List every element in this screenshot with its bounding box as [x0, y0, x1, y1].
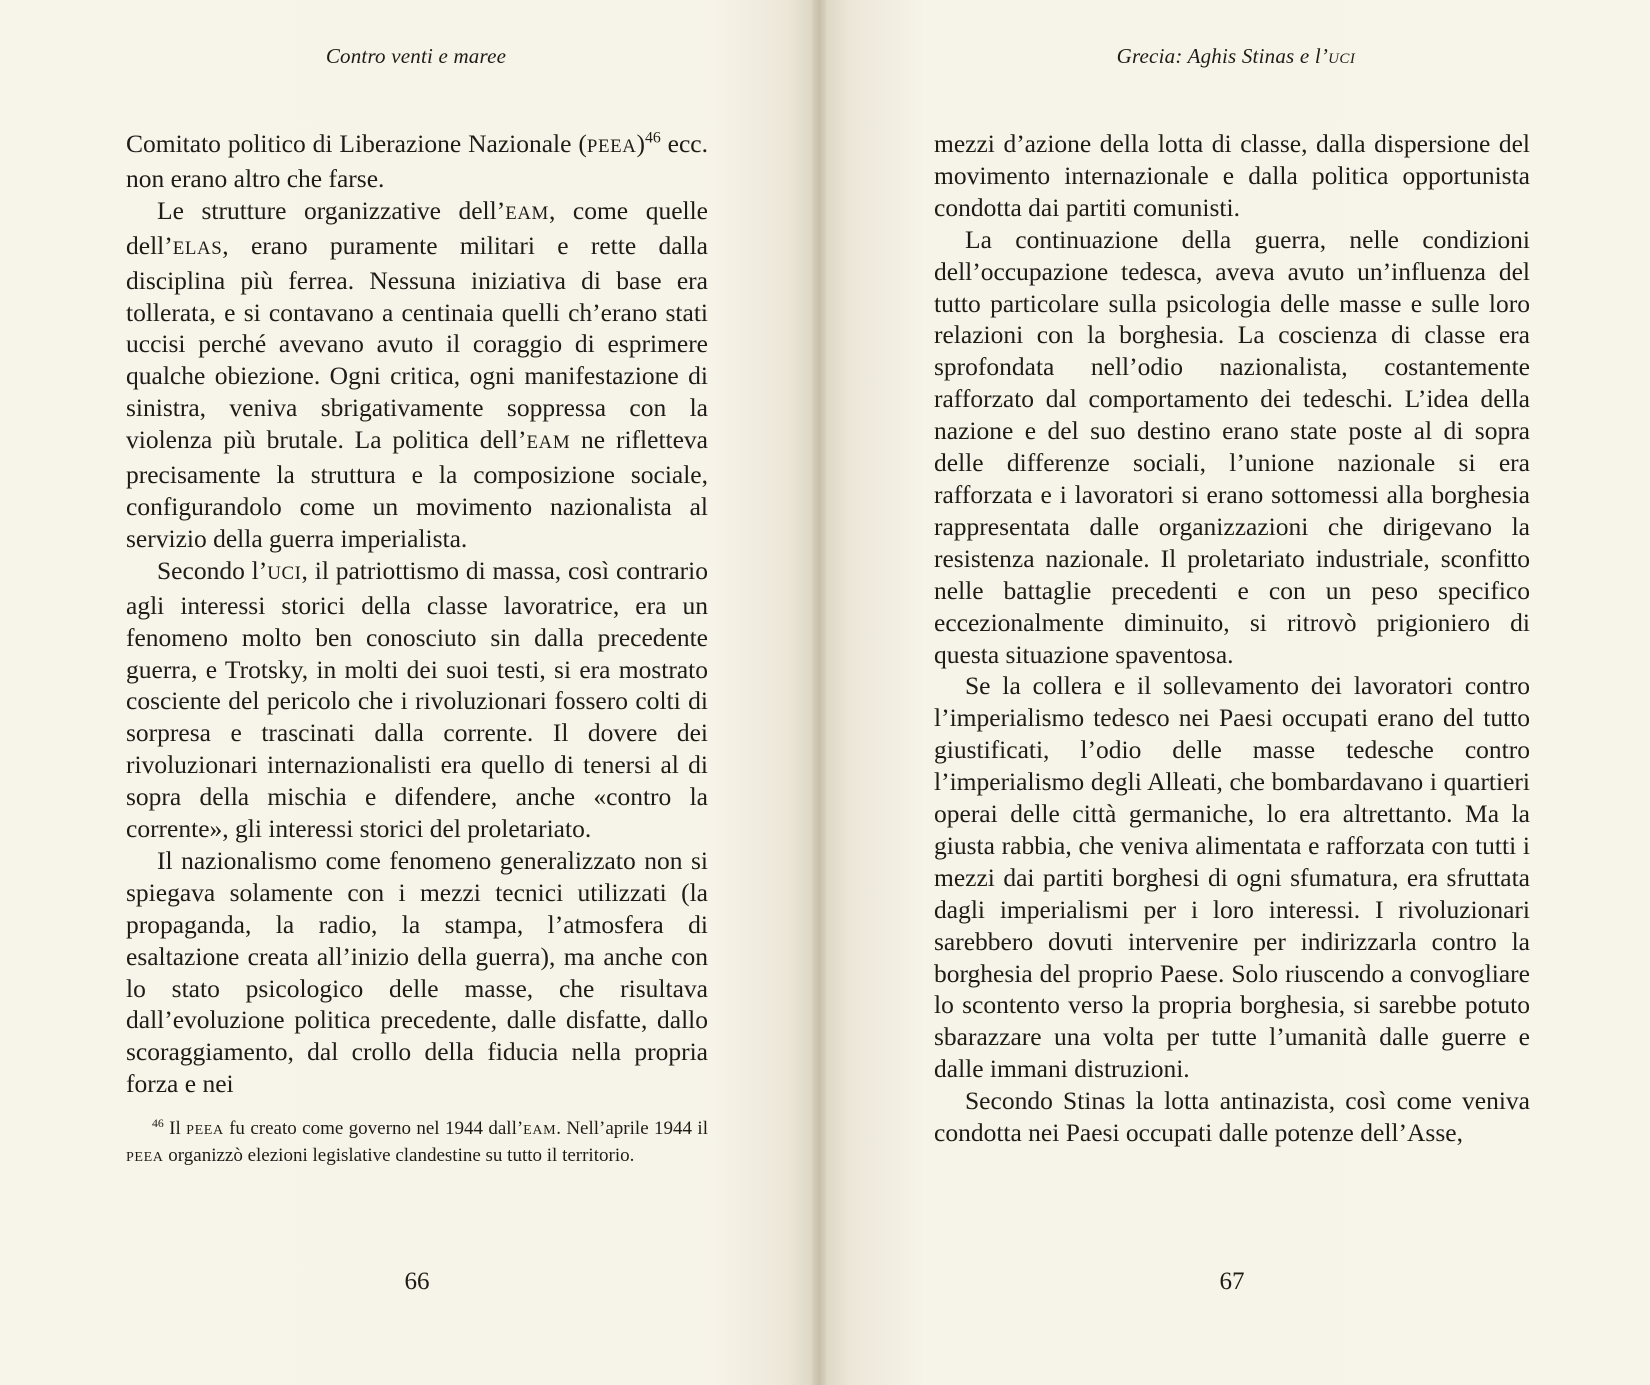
right-running-head: Grecia: Aghis Stinas e l’UCI	[1116, 44, 1356, 68]
left-body-text	[126, 128, 708, 1100]
small-caps: PEEA	[186, 1122, 224, 1138]
small-caps: EAM	[505, 202, 549, 224]
small-caps: ELAS	[172, 237, 223, 259]
left-running-head: Contro venti e maree	[325, 44, 507, 68]
left-page	[0, 0, 812, 1385]
book-gutter	[812, 0, 826, 1385]
small-caps: UCI	[267, 562, 302, 584]
right-paragraph-1: mezzi d’azione della lotta di classe, dalla dispersione del movimento internazionale e dalla politica opportunista condotta dai partiti comunisti.	[934, 129, 1530, 222]
right-paragraph-2: La continuazione della guerra, nelle condizioni dell’occupazione tedesca, aveva avuto un’influenza del tutto particolare sulla psicologia delle masse e sulle loro relazioni con la borghesia. La coscienza di classe era sprofondata nell’odio nazionalista, costantemente rafforzato dal comportamento dei tedeschi. L’idea della nazione e del suo destino erano state poste al di sopra delle differenze sociali, l’unione nazionale si era rafforzata e i lavoratori si erano sottomessi alla borghesia rappresentata dalle organizzazioni che dirigevano la resistenza nazionale. Il proletariato industriale, sconfitto nelle battaglie precedenti e con un peso specifico eccezionalmente diminuito, si ritrovò prigioniero di questa situazione spaventosa.	[934, 224, 1530, 669]
left-paragraph-2: Le strutture organizzative dell’EAM, come quelle dell’ELAS, erano puramente militari e rette dalla disciplina più ferrea. Nessuna iniziativa di base era tollerata, e si contavano a centinaia quelli ch’erano stati uccisi perché avevano avuto il coraggio di esprimere qualche obiezione. Ogni critica, ogni manifestazione di sinistra, veniva sbrigativamente soppressa con la violenza più brutale. La politica dell’EAM ne rifletteva precisamente la struttura e la composizione sociale, configurandolo come un movimento nazionalista al servizio della guerra imperialista.	[126, 195, 708, 553]
footnote-46: $^{46}$ Il PEEA fu creato come governo nel 1944 dall’EAM. Nell’aprile 1944 il PEEA organizzò elezioni legislative clandestine su tutto il territorio.	[126, 1116, 708, 1166]
small-caps: PEEA	[586, 136, 637, 157]
right-paragraph-4: Secondo Stinas la lotta antinazista, così come veniva condotta nei Paesi occupati dalle potenze dell’Asse,	[934, 1086, 1530, 1148]
right-paragraph-3: Se la collera e il sollevamento dei lavoratori contro l’imperialismo tedesco nei Paesi occupati erano del tutto giustificati, l’odio delle masse tedesche contro l’imperialismo degli Alleati, che bombardavano i quartieri operai delle città germaniche, lo era altrettanto. Ma la giusta rabbia, che veniva alimentata e rafforzata con tutti i mezzi dai partiti borghesi di ogni sfumatura, era sfruttata dagli imperialismi per i loro interessi. I rivoluzionari sarebbero dovuti intervenire per indirizzarla contro la borghesia del proprio Paese. Solo riuscendo a convogliare lo scontento verso la propria borghesia, si sarebbe potuto sbarazzare una volta per tutte l’umanità dalle guerre e dalle immani distruzioni.	[934, 671, 1530, 1084]
left-paragraph-1: Comitato politico di Liberazione Nazionale (PEEA)$^{46}$ ecc. non erano altro che farse.	[126, 129, 708, 193]
footnote-number: 46	[152, 1116, 164, 1130]
small-caps: EAM	[523, 1122, 557, 1138]
page-number-left: 66	[404, 1268, 430, 1295]
left-paragraph-4: Il nazionalismo come fenomeno generalizzato non si spiegava solamente con i mezzi tecnici utilizzati (la propaganda, la radio, la stampa, l’atmosfera di esaltazione creata all’inizio della guerra), ma anche con lo stato psicologico delle masse, che risultava dall’evoluzione politica precedente, dalle disfatte, dallo scoraggiamento, dal crollo della fiducia nella propria forza e nei	[126, 845, 708, 1099]
right-page	[826, 0, 1650, 1385]
left-paragraph-3: Secondo l’UCI, il patriottismo di massa, così contrario agli interessi storici della classe lavoratrice, era un fenomeno molto ben conosciuto sin dalla precedente guerra, e Trotsky, in molti dei suoi testi, si era mostrato cosciente del pericolo che i rivoluzionari fossero colti di sorpresa e trascinati dalla corrente. Il dovere dei rivoluzionari internazionalisti era quello di tenersi al di sopra della mischia e difendere, anche «contro la corrente», gli interessi storici del proletariato.	[126, 555, 708, 844]
footnote-reference: 46	[644, 129, 661, 147]
small-caps: PEEA	[126, 1149, 164, 1165]
small-caps: EAM	[526, 432, 571, 454]
right-body-text	[934, 128, 1530, 1149]
small-caps: UCI	[1328, 51, 1356, 67]
page-number-right: 67	[1219, 1268, 1245, 1295]
